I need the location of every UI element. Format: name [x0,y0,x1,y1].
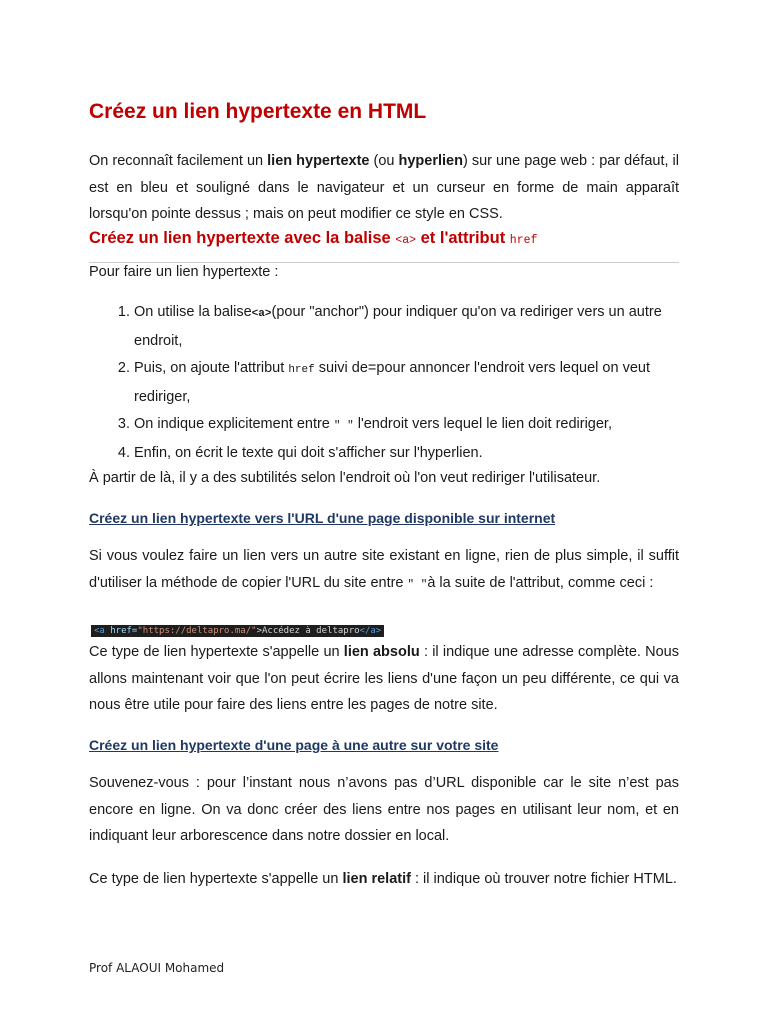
step-2-text-2: suivi de=pour annoncer l'endroit vers lequel on veut rediriger, [134,360,650,405]
code-attr: href= [104,626,138,636]
intro-text-2: (ou [369,153,399,169]
lien-relatif-text-2: : il indique où trouver notre fichier HTML. [410,871,677,887]
intro-text-1: On reconnaît facilement un [89,153,268,169]
si-vous-code: " " [407,578,428,591]
code-close-bracket: > [256,626,262,636]
lien-absolu-text-2: : il indique une adresse complète. Nous allons maintenant voir que l'on peut écrire les liens d'une façon un peu différente, ce qui va nous être utile pour faire des liens entre les pages de notre site. [89,644,679,713]
code-end-tag: </a> [359,626,382,636]
code-open-tag: <a [94,626,105,636]
list-item [134,299,679,355]
lien-absolu-text-1: Ce type de lien hypertexte s'appelle un [89,644,344,660]
subheading-page-to-page: Créez un lien hypertexte d'une page à une autre sur votre site [89,737,499,753]
section-heading-code-href: href [509,234,538,247]
subheading-url-internet: Créez un lien hypertexte vers l'URL d'une page disponible sur internet [89,510,556,526]
intro-paragraph [89,148,679,228]
step-4-text-1: Enfin, on écrit le texte qui doit s'afficher sur l'hyperlien. [134,445,483,461]
footer-author: Prof ALAOUI Mohamed [89,961,225,975]
lien-relatif-text-1: Ce type de lien hypertexte s'appelle un [89,871,343,887]
a-partir-paragraph: À partir de là, il y a des subtilités selon l'endroit où l'on veut rediriger l'utilisateur. [89,470,601,486]
step-3-text-1: On indique explicitement entre [134,416,334,432]
page-title: Créez un lien hypertexte en HTML [89,100,427,123]
intro-bold-lien-hypertexte: lien hypertexte [267,153,370,169]
intro-bold-hyperlien: hyperlien [398,153,463,169]
code-link-text: Accédez à deltapro [262,626,360,636]
steps-list [89,299,679,467]
step-3-code: " " [333,420,354,432]
code-value: "https://deltapro.ma/" [137,626,257,636]
section-heading [89,229,679,248]
lien-relatif-paragraph [89,866,679,893]
step-3-text-2: l'endroit vers lequel le lien doit rediriger, [353,416,612,432]
step-1-code: <a> [251,308,272,320]
si-vous-paragraph [89,543,679,598]
step-1-text-1: On utilise la balise [134,304,252,320]
souvenez-paragraph: Souvenez-vous : pour l’instant nous n’avons pas d’URL disponible car le site n’est pas encore en ligne. On va donc créer des liens entre nos pages en utilisant leur nom, et en indiquant leur arborescence dans notre dossier en local. [89,775,679,844]
lien-relatif-bold: lien relatif [342,871,411,887]
intro-text-3: ) sur une page web : par défaut, il est en bleu et souligné dans le navigateur et un curseur en forme de main apparaît lorsqu'on pointe dessus ; mais on peut modifier ce style en CSS. [89,153,679,222]
si-vous-text-1: Si vous voulez faire un lien vers un autre site existant en ligne, rien de plus simple, il suffit d'utiliser la méthode de copier l'URL du site entre [89,548,679,591]
list-item [134,355,679,411]
section-heading-text-2: et l'attribut [416,229,510,247]
step-2-text-1: Puis, on ajoute l'attribut [134,360,289,376]
lien-absolu-bold: lien absolu [343,644,420,660]
step-1-text-2: (pour "anchor") pour indiquer qu'on va rediriger vers un autre endroit, [134,304,662,349]
section-heading-code-a: <a> [395,234,417,247]
pour-faire-paragraph: Pour faire un lien hypertexte : [89,264,279,280]
list-item [134,440,679,467]
step-2-code: href [288,364,315,376]
list-item [134,411,679,440]
section-heading-text-1: Créez un lien hypertexte avec la balise [89,229,396,247]
lien-absolu-paragraph [89,639,679,719]
si-vous-text-2: à la suite de l'attribut, comme ceci : [427,574,654,591]
code-sample [91,625,384,637]
